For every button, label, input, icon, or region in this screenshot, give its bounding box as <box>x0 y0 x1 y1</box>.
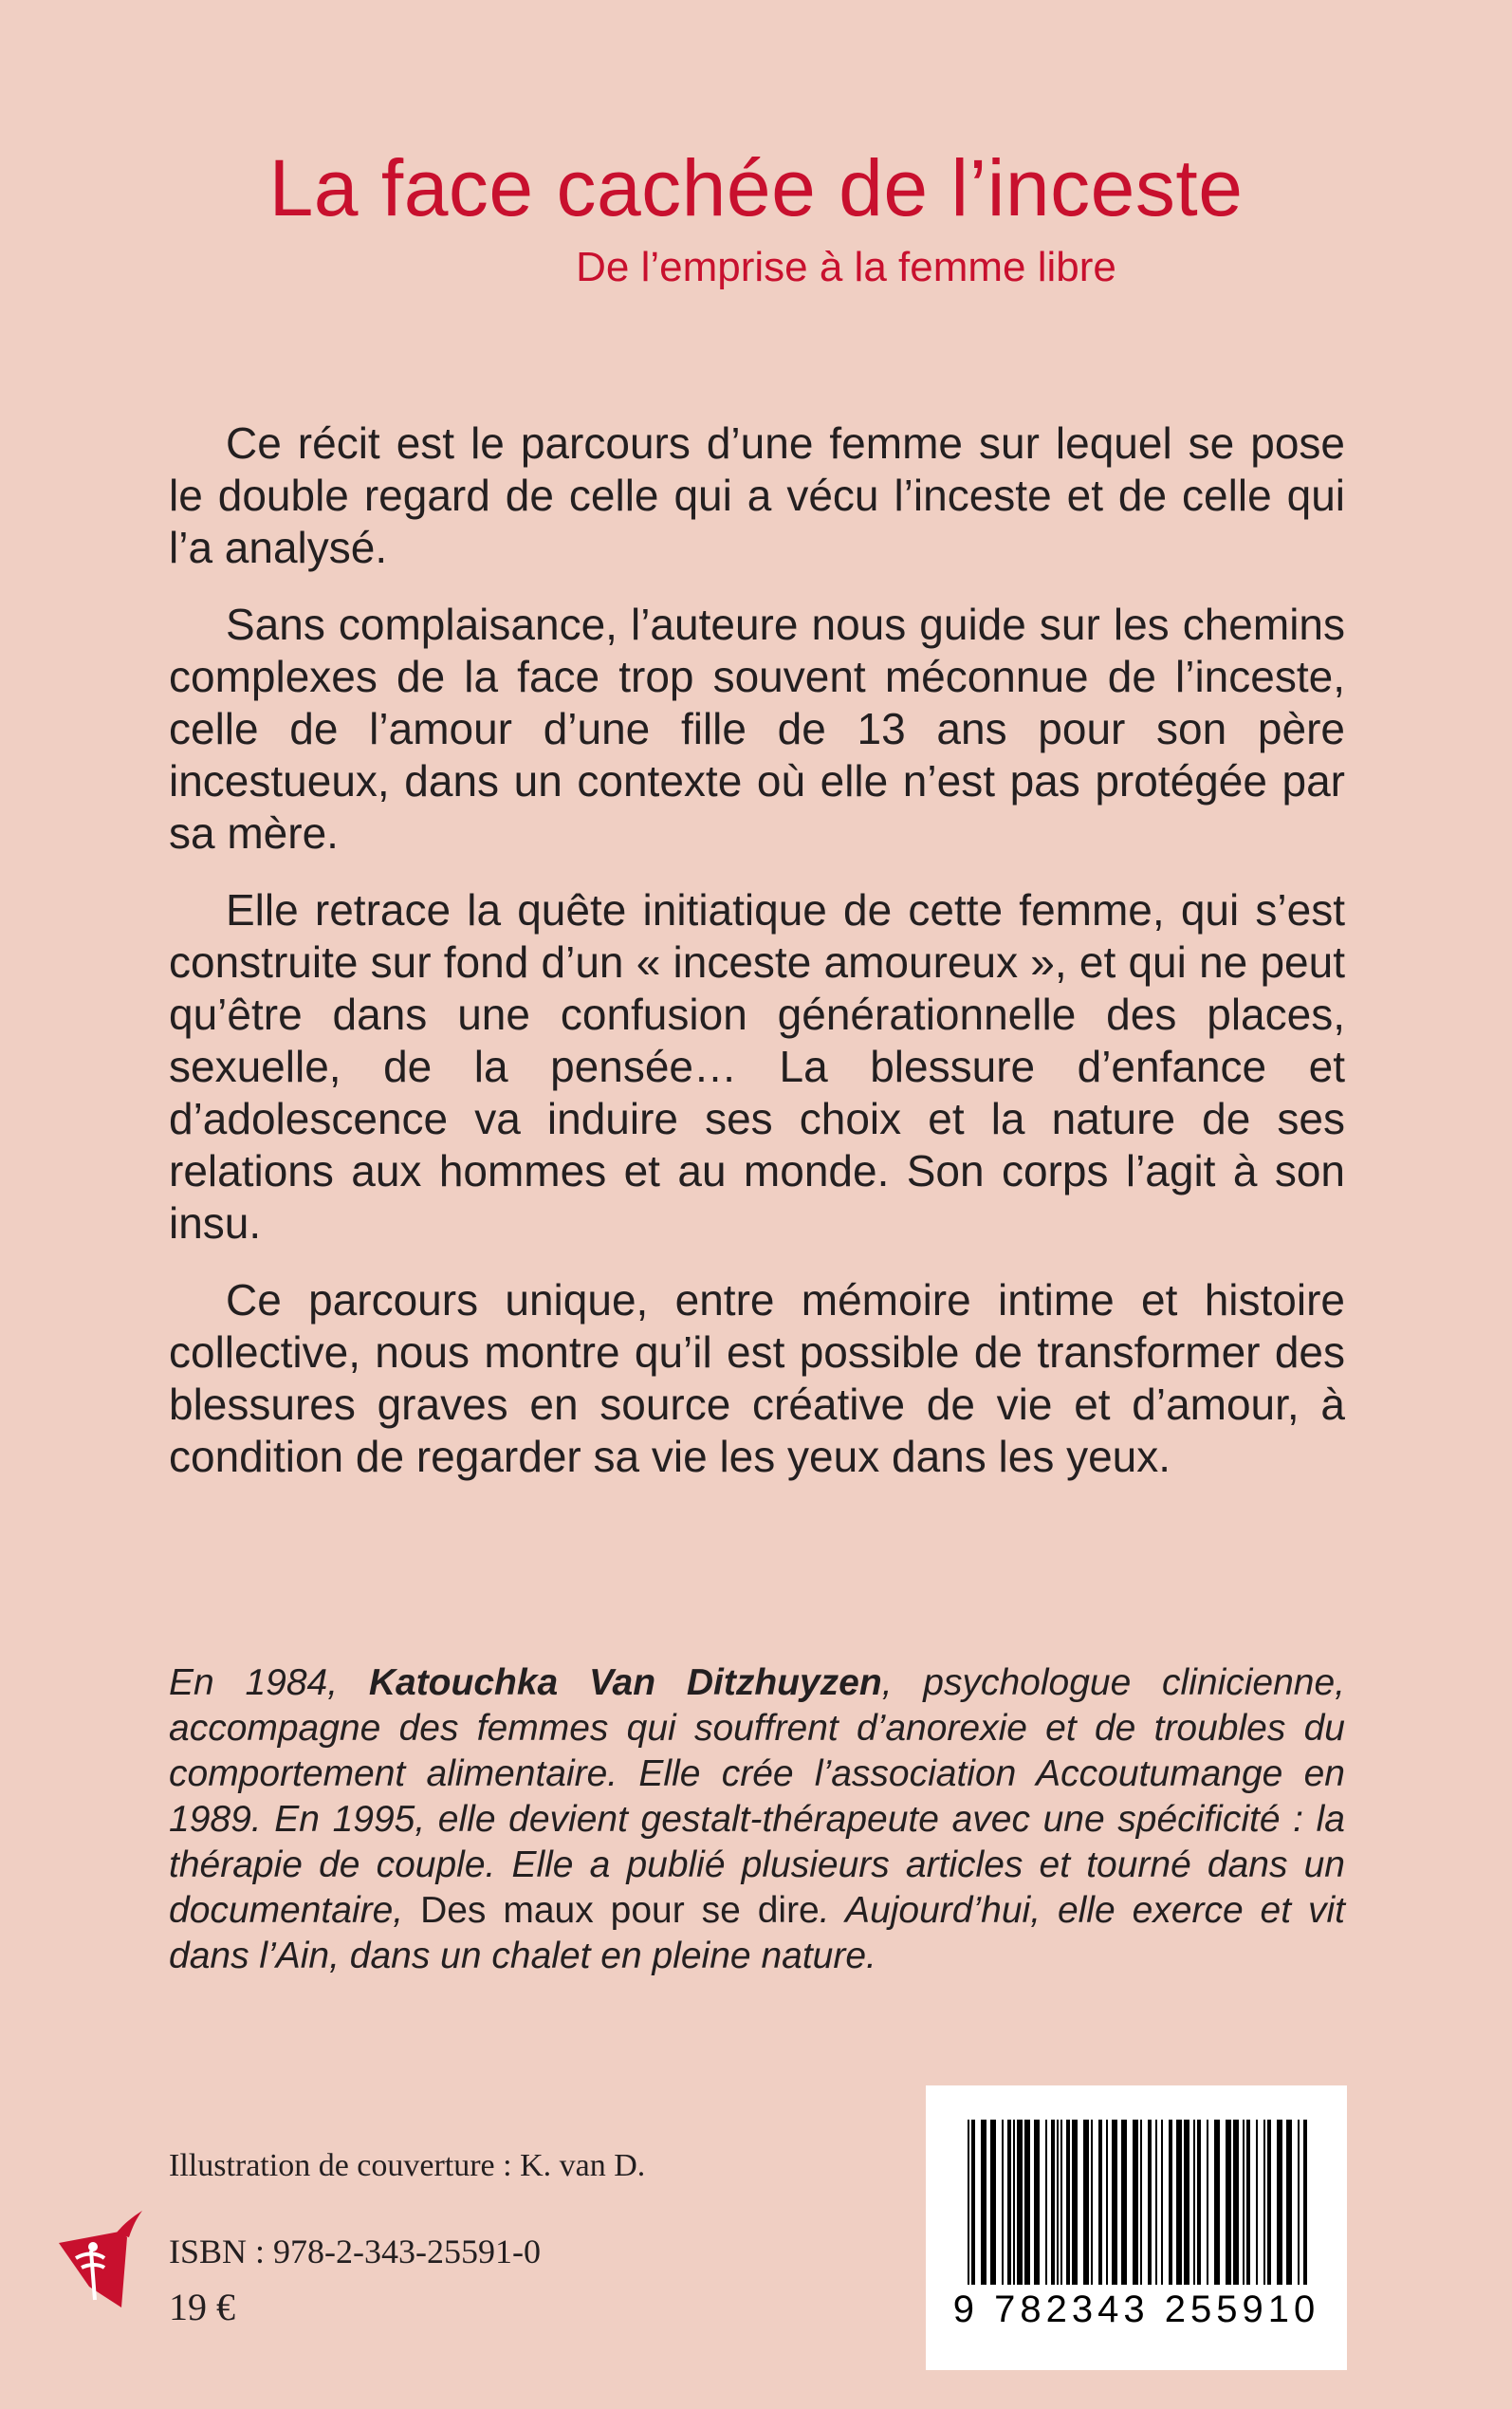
barcode-bar <box>1066 2120 1070 2285</box>
barcode-bar <box>971 2120 975 2285</box>
summary-paragraph: Ce récit est le parcours d’une femme sur lequel se pose le double regard de celle qui a vécu l’inceste et de celle qui l’a analysé. <box>169 418 1345 572</box>
barcode-bar <box>1263 2120 1265 2285</box>
isbn: ISBN : 978-2-343-25591-0 <box>169 2233 541 2270</box>
author-bio <box>169 1660 1345 1979</box>
barcode-bar <box>1243 2120 1245 2285</box>
barcode-bar <box>1214 2120 1220 2285</box>
bio-intro: En 1984, <box>169 1662 369 1703</box>
barcode-bar <box>1013 2120 1015 2285</box>
barcode-bar <box>968 2120 969 2285</box>
barcode-bar <box>1197 2120 1201 2285</box>
barcode-bar <box>1007 2120 1011 2285</box>
barcode-bar <box>1184 2120 1189 2285</box>
barcode-bar <box>1106 2120 1108 2285</box>
barcode-bar <box>1256 2120 1258 2285</box>
illustration-credit: Illustration de couverture : K. van D. <box>169 2148 646 2183</box>
barcode-bar <box>1140 2120 1142 2285</box>
summary-paragraph: Ce parcours unique, entre mémoire intime et histoire collective, nous montre qu’il est possible de transformer des blessures graves en source créative de vie et d’amour, à condition de regarder sa vie les yeux dans les yeux. <box>169 1275 1345 1481</box>
publisher-logo-icon <box>53 2209 144 2313</box>
bio-text: , psychologue clinicienne, accompagne des femmes qui souffrent d’anorexie et de troubles du comportement alimentaire. Elle crée l’association Accoutumange en 1989. En 1995, elle devient gestalt-thérapeute avec une spécificité : la thérapie de couple. Elle a publié plusieurs articles et tourné dans un documentaire, <box>169 1662 1346 1931</box>
book-subtitle: De l’emprise à la femme libre <box>576 244 1116 290</box>
barcode-bar <box>1133 2120 1138 2285</box>
barcode-bar <box>1303 2120 1307 2285</box>
barcode-bar <box>1298 2120 1300 2285</box>
author-name: Katouchka Van Ditzhuyzen <box>368 1662 882 1703</box>
barcode-bar <box>1098 2120 1102 2285</box>
barcode-bar <box>1057 2120 1059 2285</box>
barcode-bar <box>990 2120 996 2285</box>
price: 19 € <box>169 2286 235 2328</box>
back-cover-summary <box>169 417 1345 1508</box>
book-title: La face cachée de l’inceste <box>268 143 1244 232</box>
bio-text-end: . Aujourd’hui, elle exerce et vit dans l’Ain, dans un chalet en pleine nature. <box>169 1890 1345 1976</box>
documentary-title: Des maux pour se dire <box>420 1890 820 1931</box>
barcode-bar <box>1155 2120 1157 2285</box>
barcode-bar <box>1277 2120 1282 2285</box>
barcode-bar <box>1091 2120 1093 2285</box>
barcode-bar <box>1024 2120 1030 2285</box>
barcode-bar <box>1017 2120 1023 2285</box>
barcode-bar <box>1246 2120 1250 2285</box>
barcode-bar <box>1121 2120 1127 2285</box>
barcode-bar <box>1207 2120 1208 2285</box>
barcode-bar <box>1161 2120 1163 2285</box>
barcode-bar <box>1169 2120 1172 2285</box>
barcode-bar <box>1072 2120 1078 2285</box>
barcode-bar <box>1060 2120 1062 2285</box>
barcode-bar <box>1034 2120 1040 2285</box>
barcode-bars <box>926 2085 1347 2294</box>
barcode-bar <box>1176 2120 1182 2285</box>
summary-paragraph: Elle retrace la quête initiatique de cette femme, qui s’est construite sur fond d’un « inceste amoureux », et qui ne peut qu’être dans une confusion générationnelle des places, sexuelle, de la pensée… La blessure d’enfance et d’adolescence va induire ses choix et la nature de ses relations aux hommes et au monde. Son corps l’agit à son insu. <box>169 885 1345 1248</box>
barcode-bar <box>1286 2120 1292 2285</box>
barcode-bar <box>1045 2120 1047 2285</box>
barcode-bar <box>1051 2120 1055 2285</box>
barcode-bar <box>1112 2120 1117 2285</box>
barcode-bar <box>1148 2120 1152 2285</box>
barcode-bar <box>1193 2120 1195 2285</box>
summary-paragraph: Sans complaisance, l’auteure nous guide sur les chemins complexes de la face trop souvent méconnue de l’inceste, celle de l’amour d’une fille de 13 ans pour son père incestueux, dans un contexte où elle n’est pas protégée par sa mère. <box>169 600 1345 858</box>
barcode-bar <box>981 2120 986 2285</box>
barcode-bar <box>1267 2120 1271 2285</box>
barcode-bar <box>1083 2120 1089 2285</box>
barcode-bar <box>1233 2120 1239 2285</box>
barcode <box>926 2085 1347 2370</box>
barcode-number: 9 782343 255910 <box>952 2289 1320 2330</box>
barcode-bar <box>1226 2120 1231 2285</box>
barcode-bar <box>1002 2120 1004 2285</box>
